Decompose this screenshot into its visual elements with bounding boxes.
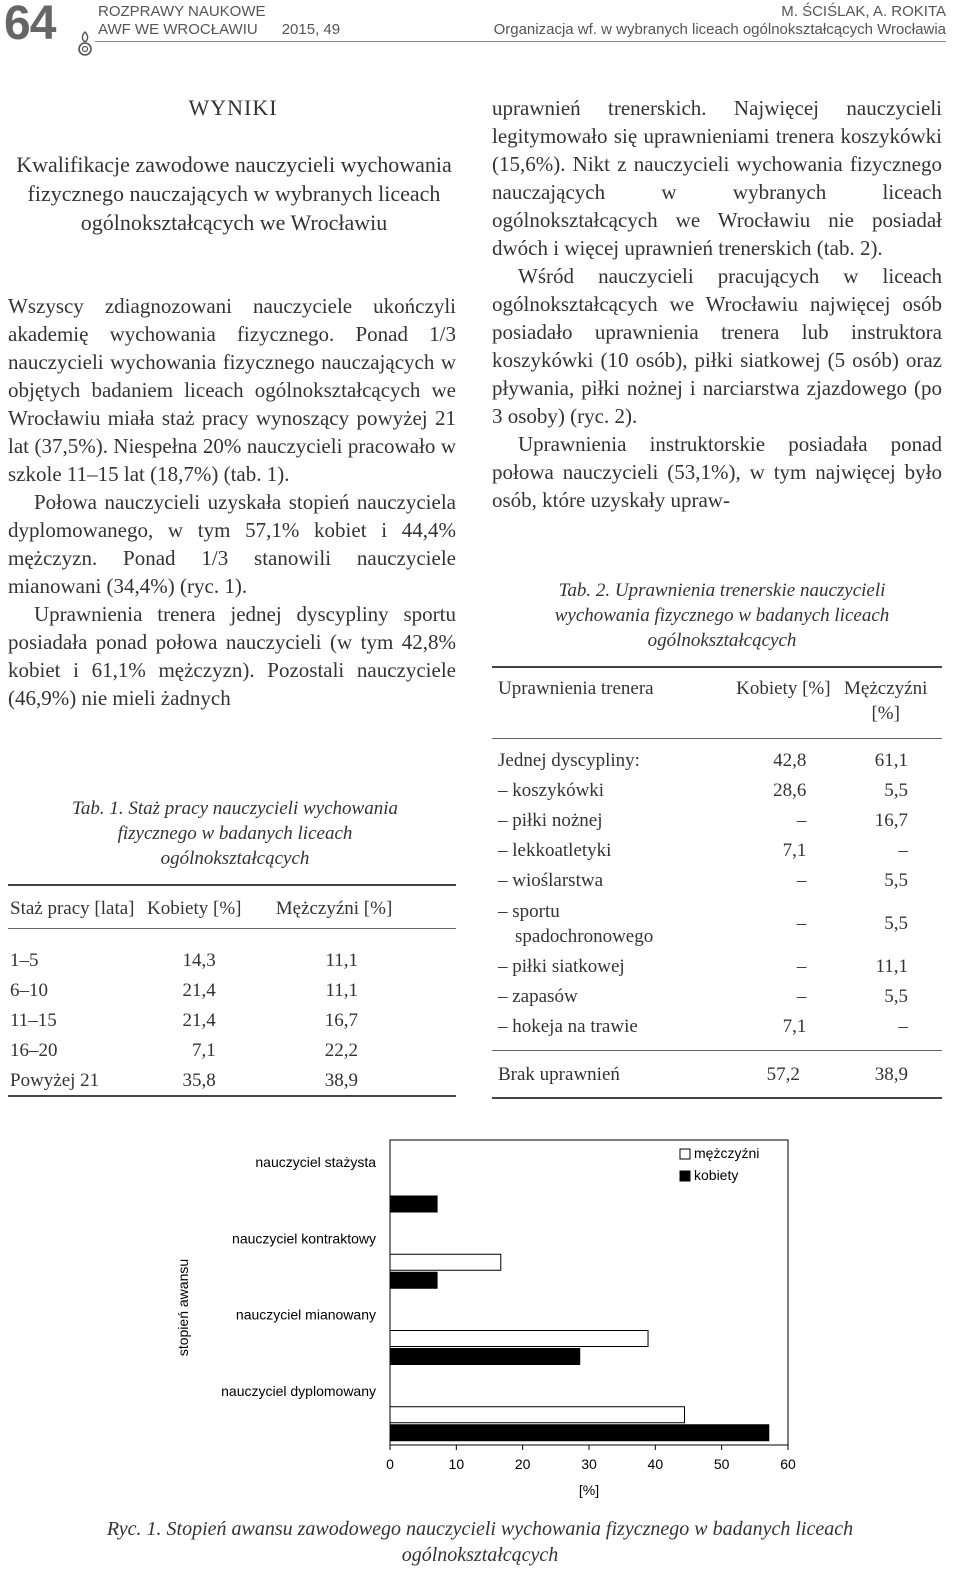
bar-kobiety [390, 1196, 437, 1212]
table2-separator-rule [492, 1050, 942, 1051]
table-row [10, 1036, 410, 1066]
cell: 38,9 [324, 1070, 358, 1091]
x-tick-label: 40 [647, 1456, 664, 1472]
cell: – [796, 956, 807, 977]
paragraph: uprawnień trenerskich. Najwięcej nauczycieli legitymowało się uprawnieniami trenera koszykówki (15,6%). Nikt z nauczycieli wychowania fizycznego nauczających w wybranych liceach ogólnokształcących we Wrocławiu nie posiadał dwóch i więcej uprawnień trenerskich (tab. 2). [492, 96, 942, 260]
cell: – [796, 810, 807, 831]
paragraph: Wśród nauczycieli pracujących w liceach ogólnokształcących we Wrocławiu najwięcej osób posiadało uprawnienia trenera lub instruktora koszykówki (10 osób), piłki siatkowej (5 osób) oraz pływania, piłki nożnej i narciarstwa zjazdowego (po 3 osoby) (ryc. 2). [492, 264, 942, 428]
table1 [10, 894, 410, 1096]
table2 [498, 676, 938, 730]
category-label: nauczyciel dyplomowany [221, 1382, 376, 1399]
cell: – [898, 840, 908, 861]
legend-label: mężczyźni [694, 1145, 760, 1161]
cell: Powyżej 21 [10, 1070, 100, 1091]
table1-header: Mężczyźni [%] [275, 898, 393, 919]
section-title: WYNIKI [188, 95, 278, 120]
cell: 6–10 [10, 980, 48, 1001]
bar-kobiety [390, 1425, 769, 1441]
table-row [498, 746, 938, 776]
figure1-chart [140, 1130, 820, 1520]
right-paragraphs [492, 94, 942, 514]
year-volume: 2015, 49 [281, 21, 341, 38]
cell: 11,1 [875, 956, 908, 977]
header-rule [95, 41, 946, 42]
x-tick-label: 0 [386, 1456, 394, 1472]
table-row [498, 1012, 938, 1042]
plot-frame [390, 1140, 788, 1445]
table-row [10, 976, 410, 1006]
cell: 16,7 [324, 1010, 358, 1031]
authors: M. ŚCIŚLAK, A. ROKITA [781, 3, 946, 20]
legend-swatch [680, 1171, 690, 1181]
journal-subtitle [98, 21, 340, 38]
cell: – piłki siatkowej [498, 956, 625, 977]
cell: 7,1 [782, 1016, 807, 1037]
table2-header: Uprawnienia trenera [498, 678, 654, 699]
x-tick-label: 60 [780, 1456, 796, 1472]
bar-mezczyzni [390, 1331, 648, 1347]
cell: 1–5 [10, 950, 39, 971]
cell: Jednej dyscypliny: [498, 750, 640, 771]
cell: – [796, 986, 807, 1007]
journal-logo-icon [76, 30, 94, 56]
table-row [498, 896, 938, 952]
x-tick-label: 20 [514, 1456, 531, 1472]
cell: Brak uprawnień [498, 1064, 620, 1085]
cell: 5,5 [884, 870, 908, 891]
cell: 21,4 [182, 980, 216, 1001]
table2-header: Kobiety [%] [736, 678, 831, 699]
x-tick-label: 50 [713, 1456, 730, 1472]
category-label: nauczyciel stażysta [255, 1154, 376, 1170]
table1-top-rule [8, 884, 456, 886]
paragraph: Połowa nauczycieli uzyskała stopień nauczyciela dyplomowanego, w tym 57,1% kobiet i 44,4% mężczyzn. Ponad 1/3 stanowili nauczyciele mianowani (34,4%) (ryc. 1). [8, 490, 456, 598]
table-row [498, 836, 938, 866]
table1-header: Kobiety [%] [147, 898, 242, 919]
cell: 5,5 [884, 986, 908, 1007]
category-label: nauczyciel kontraktowy [232, 1230, 376, 1247]
table-row [498, 866, 938, 896]
legend-swatch [680, 1149, 690, 1159]
cell: 28,6 [773, 780, 807, 801]
cell: – lekkoatletyki [498, 840, 612, 861]
journal-line2: AWF WE WROCŁAWIU [98, 21, 258, 38]
bar-mezczyzni [390, 1407, 685, 1423]
cell: – hokeja na trawie [498, 1016, 638, 1037]
cell: – zapasów [498, 986, 578, 1007]
x-tick-label: 30 [581, 1456, 597, 1472]
table-row [10, 946, 410, 976]
table2-header: Mężczyźni [%] [844, 678, 928, 724]
table2-header-rule [492, 738, 942, 739]
left-paragraphs [8, 292, 456, 712]
cell: 22,2 [324, 1040, 358, 1061]
bar-kobiety [390, 1272, 437, 1288]
running-title: Organizacja wf. w wybranych liceach ogólnokształcących Wrocławia [493, 21, 946, 38]
bar-kobiety [390, 1349, 580, 1365]
table-row [10, 1006, 410, 1036]
figure1-caption: Ryc. 1. Stopień awansu zawodowego nauczycieli wychowania fizycznego w badanych liceach ogólnokształcących [106, 1518, 854, 1566]
x-axis-label: [%] [578, 1482, 600, 1498]
cell: 11–15 [10, 1010, 57, 1031]
cell: – [796, 870, 807, 891]
table2-bottom-rule [492, 1097, 942, 1099]
cell: – [898, 1016, 908, 1037]
cell: 7,1 [191, 1040, 216, 1061]
cell: 61,1 [874, 750, 908, 771]
cell: 5,5 [884, 913, 908, 934]
cell: 21,4 [182, 1010, 216, 1031]
bar-mezczyzni [390, 1254, 501, 1270]
table2-top-rule [492, 666, 942, 668]
cell: 16,7 [874, 810, 908, 831]
table2-caption: Tab. 2. Uprawnienia trenerskie nauczycieli wychowania fizycznego w badanych liceach ogólnokształcących [554, 580, 890, 651]
cell: 7,1 [782, 840, 807, 861]
x-tick-label: 10 [448, 1456, 465, 1472]
cell: – sportu spadochronowego [498, 901, 654, 947]
subsection-title: Kwalifikacje zawodowe nauczycieli wychowania fizycznego nauczających w wybranych liceach ogólnokształcących we Wrocławiu [16, 152, 452, 235]
cell: 16–20 [10, 1040, 58, 1061]
cell: – wioślarstwa [498, 870, 604, 891]
table2-footer [498, 1060, 938, 1090]
cell: 57,2 [766, 1064, 800, 1085]
cell: – [796, 913, 807, 934]
cell: – koszykówki [498, 780, 605, 801]
journal-name: ROZPRAWY NAUKOWE [98, 3, 266, 20]
legend-label: kobiety [694, 1167, 739, 1183]
cell: 11,1 [325, 950, 358, 971]
paragraph: Uprawnienia trenera jednej dyscypliny sportu posiadała ponad połowa nauczycieli (w tym 42,8% kobiet i 61,1% mężczyzn). Pozostali nauczyciele (46,9%) nie mieli żadnych [8, 602, 456, 710]
table-row [498, 776, 938, 806]
cell: 14,3 [182, 950, 216, 971]
table-row [498, 952, 938, 982]
paragraph: Wszyscy zdiagnozowani nauczyciele ukończyli akademię wychowania fizycznego. Ponad 1/3 nauczycieli wychowania fizycznego nauczających w objętych badaniem liceach ogólnokształcących we Wrocławiu miała staż pracy wynoszący powyżej 21 lat (37,5%). Niespełna 20% nauczycieli pracowało w szkole 11–15 lat (18,7%) (tab. 1). [8, 294, 456, 486]
category-label: nauczyciel mianowany [235, 1306, 376, 1323]
cell: 5,5 [884, 780, 908, 801]
table-row [10, 1066, 410, 1096]
cell: – piłki nożnej [498, 810, 603, 831]
cell: 11,1 [325, 980, 358, 1001]
page-number: 64 [4, 0, 56, 50]
paragraph: Uprawnienia instruktorskie posiadała ponad połowa nauczycieli (53,1%), w tym najwięcej było osób, które uzyskały upraw- [492, 432, 942, 512]
cell: 35,8 [182, 1070, 216, 1091]
table-row [498, 982, 938, 1012]
table-row [498, 806, 938, 836]
table2-body [498, 746, 938, 1042]
table1-caption: Tab. 1. Staż pracy nauczycieli wychowania fizycznego w badanych liceach ogólnokształcących [72, 798, 398, 869]
table1-header: Staż pracy [lata] [10, 898, 135, 919]
cell: 38,9 [874, 1064, 908, 1085]
y-axis-label: stopień awansu [175, 1258, 191, 1357]
table-row [498, 1060, 938, 1090]
cell: 42,8 [773, 750, 807, 771]
